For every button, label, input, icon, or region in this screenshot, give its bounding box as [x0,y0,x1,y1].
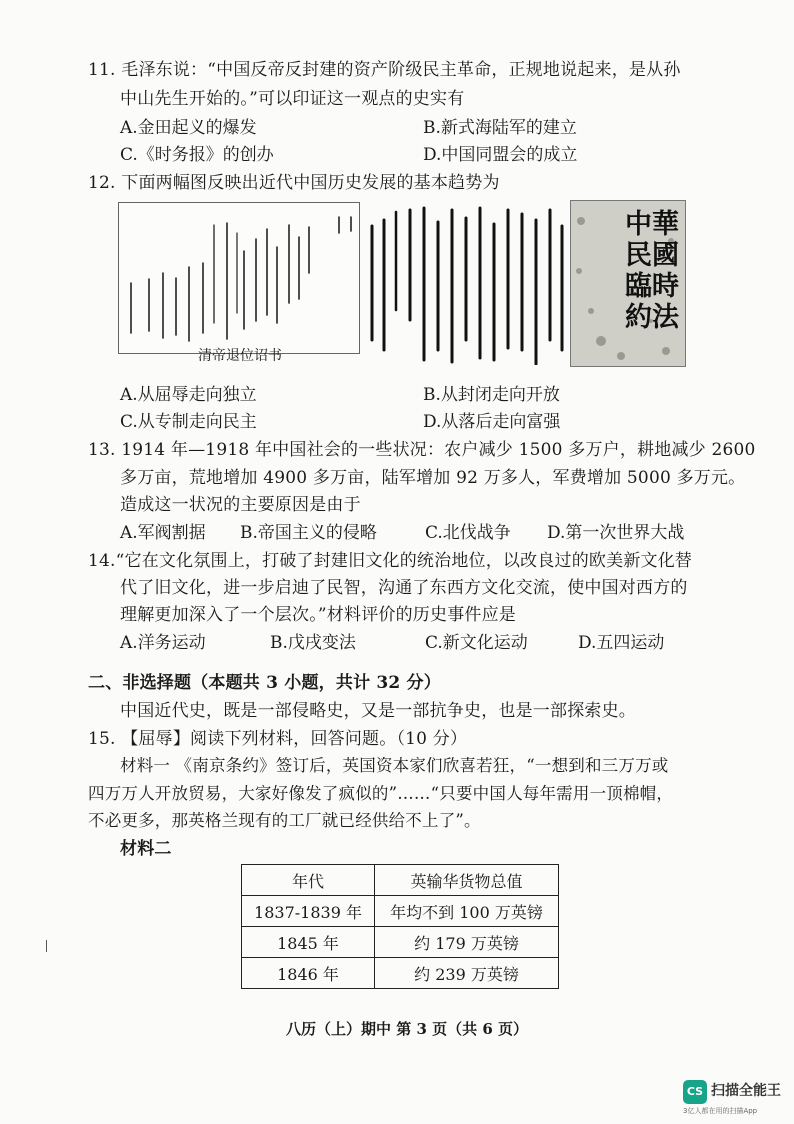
margin-mark [46,940,47,952]
q13-option-b: B.帝国主义的侵略 [240,523,377,543]
q11-line2: 中山先生开始的。”可以印证这一观点的史实有 [120,89,465,109]
q15-material1-line2: 四万万人开放贸易，大家好像发了疯似的”……“只要中国人每年需用一顶棉帽， [88,784,674,803]
camscanner-logo-icon: CS [683,1080,707,1104]
q11-option-b: B.新式海陆军的建立 [423,118,577,138]
table-cell: 1845 年 [242,927,375,958]
q14-line1: 14.“它在文化氛围上，打破了封建旧文化的统治地位，以改良过的欧美新文化替 [88,551,693,571]
q12-option-d: D.从落后走向富强 [423,412,561,432]
q11-option-c: C.《时务报》的创办 [120,145,274,165]
q13-option-d: D.第一次世界大战 [547,523,685,543]
q14-line2: 代了旧文化，进一步启迪了民智，沟通了东西方文化交流，使中国对西方的 [120,578,688,598]
page-footer: 八历（上）期中 第 3 页（共 6 页） [286,1020,528,1038]
section2-intro: 中国近代史，既是一部侵略史，又是一部抗争史，也是一部探索史。 [120,701,636,721]
table-row [242,896,559,927]
q12-option-b: B.从封闭走向开放 [423,385,560,405]
table-cell: 约 239 万英镑 [375,958,559,989]
q11-option-a: A.金田起义的爆发 [120,118,257,138]
q12-stem: 12. 下面两幅图反映出近代中国历史发展的基本趋势为 [88,173,500,193]
q15-material1-line1: 材料一 《南京条约》签订后，英国资本家们欣喜若狂，“一想到和三万万或 [120,756,669,775]
q13-line1: 13. 1914 年—1918 年中国社会的一些状况：农户减少 1500 多万户，耕地减少 2600 [88,440,756,460]
watermark-name: 扫描全能王 [711,1083,781,1099]
q14-option-a: A.洋务运动 [120,633,206,653]
table-cell: 1846 年 [242,958,375,989]
q15-stem: 15. 【屈辱】阅读下列材料，回答问题。（10 分） [88,729,468,749]
table-header-row [242,865,559,896]
q13-option-c: C.北伐战争 [425,523,511,543]
abdication-edict-caption: 清帝退位诏书 [198,348,282,364]
q12-option-c: C.从专制走向民主 [120,412,257,432]
constitution-text-columns-icon [366,200,566,365]
provisional-constitution-image [366,200,684,365]
table-cell: 年均不到 100 万英镑 [375,896,559,927]
section2-heading: 二、非选择题（本题共 3 小题，共计 32 分） [88,673,441,693]
table-cell: 约 179 万英镑 [375,927,559,958]
edict-handwriting-icon [119,203,359,353]
q12-option-a: A.从屈辱走向独立 [120,385,257,405]
q13-line3: 造成这一状况的主要原因是由于 [120,495,361,515]
q11-option-d: D.中国同盟会的成立 [423,145,578,165]
table-row [242,958,559,989]
q11-line1: 11. 毛泽东说：“中国反帝反封建的资产阶级民主革命，正规地说起来，是从孙 [88,60,681,80]
table-row [242,927,559,958]
q14-line3: 理解更加深入了一个层次。”材料评价的历史事件应是 [120,605,516,625]
q14-option-c: C.新文化运动 [425,633,528,653]
constitution-cover [570,200,686,367]
table-header-cell: 年代 [242,865,375,896]
q15-material1-line3: 不必更多，那英格兰现有的工厂就已经供给不上了”。 [88,811,481,830]
q13-line2: 多万亩，荒地增加 4900 多万亩，陆军增加 92 万多人，军费增加 5000 多万元。 [120,468,746,488]
q15-material2-label: 材料二 [120,839,172,859]
abdication-edict-image [118,202,360,354]
q14-option-b: B.戊戌变法 [270,633,356,653]
constitution-title: 中華民國臨時約法 [625,209,679,333]
q14-option-d: D.五四运动 [578,633,665,653]
watermark-subtitle: 3亿人都在用的扫描App [683,1107,758,1115]
table-header-cell: 英输华货物总值 [375,865,559,896]
table-cell: 1837-1839 年 [242,896,375,927]
q13-option-a: A.军阀割据 [120,523,206,543]
trade-value-table [241,864,559,989]
